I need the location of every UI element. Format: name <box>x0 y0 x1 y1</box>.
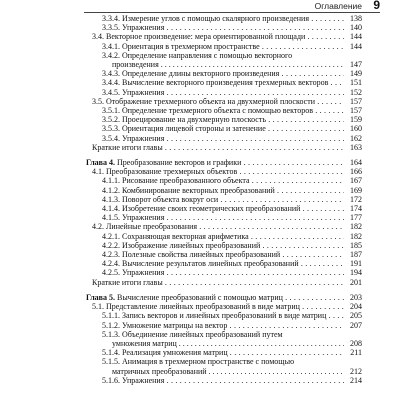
toc-page-number: 204 <box>344 302 362 311</box>
toc-entry-title-text: 3.5.3. Ориентация лицевой стороны и затенение <box>102 124 266 134</box>
toc-entry-title-text: 4.1.5. Упражнения <box>102 213 165 223</box>
toc-entry-title-text: 5.1. Представление линейных преобразований в виде матриц <box>92 302 300 312</box>
toc-page-number: 162 <box>344 134 362 143</box>
toc-entry <box>86 14 362 23</box>
toc-entry-title <box>102 259 348 268</box>
toc-entry-title-continuation: матричных преобразований . . . <box>102 367 348 376</box>
toc-entry <box>86 348 362 358</box>
toc-entry-title <box>102 88 348 97</box>
toc-entry <box>86 320 362 330</box>
toc-entry-title-line: 5.1.3. Объединение линейных преобразований путем <box>102 329 283 339</box>
toc-page-number: 177 <box>344 213 362 222</box>
toc-entry <box>86 292 362 302</box>
toc-page-number: 201 <box>344 278 362 287</box>
toc-entry-title <box>92 278 348 287</box>
toc-entry-title <box>102 204 348 213</box>
toc-entry-title <box>102 23 348 32</box>
toc-entry <box>86 78 362 88</box>
toc-page-number: 140 <box>344 23 362 32</box>
toc-page-number: 205 <box>344 311 362 320</box>
table-of-contents <box>86 14 362 385</box>
toc-entry <box>86 69 362 79</box>
toc-entry <box>86 23 362 33</box>
toc-entry-title <box>102 330 348 348</box>
toc-entry-title-text: 3.5.2. Проецирование на двухмерную плоскость <box>102 115 266 125</box>
toc-page-number: 166 <box>344 167 362 176</box>
toc-page-number: 159 <box>344 115 362 124</box>
toc-page-number: 182 <box>344 232 362 241</box>
toc-entry-title-text: 4.2.2. Изображение линейных преобразований <box>102 240 261 250</box>
toc-entry <box>86 302 362 312</box>
toc-page-number: 191 <box>344 259 362 268</box>
toc-entry-title-continuation: произведения . . . <box>102 60 348 69</box>
toc-entry-title-text: Краткие итоги главы <box>92 142 163 152</box>
toc-entry-title-text: 3.3.4. Измерение углов с помощью скалярного произведения <box>102 14 310 23</box>
toc-entry-title <box>102 321 348 330</box>
toc-entry-title-text: Преобразование векторов и графики <box>115 158 242 168</box>
toc-entry <box>86 268 362 278</box>
toc-entry-title <box>92 97 348 106</box>
toc-entry <box>86 213 362 223</box>
toc-entry-title-text: 4.2. Линейные преобразования <box>92 222 198 232</box>
toc-entry <box>86 124 362 134</box>
toc-entry-title <box>92 167 348 176</box>
toc-entry-title <box>102 348 348 357</box>
toc-entry-title <box>92 302 348 311</box>
toc-entry <box>86 185 362 195</box>
toc-entry-title-text: 3.4.5. Упражнения <box>102 87 165 97</box>
toc-entry <box>86 231 362 241</box>
toc-page-number: 203 <box>344 293 362 302</box>
toc-entry-title <box>102 232 348 241</box>
toc-page-number: 160 <box>344 124 362 133</box>
toc-page-number: 194 <box>344 268 362 277</box>
toc-entry-title-text: 3.5.1. Определение трехмерного объекта с помощью векторов <box>102 106 314 116</box>
toc-entry-title-text: 3.4.1. Ориентация в трехмерном пространстве <box>102 41 260 51</box>
header-page-number: 9 <box>373 0 380 12</box>
toc-entry-title <box>86 158 348 167</box>
toc-entry-title-line: 5.1.5. Анимация в трехмерном пространстве с помощью <box>102 357 295 367</box>
toc-entry-title <box>102 268 348 277</box>
toc-entry <box>86 142 362 152</box>
toc-entry-title <box>102 134 348 143</box>
toc-entry-title <box>102 186 348 195</box>
toc-entry-title-text: 5.1.6. Упражнения <box>102 375 165 385</box>
toc-entry-title <box>102 176 348 185</box>
toc-page-number: 149 <box>344 69 362 78</box>
page-header <box>0 0 420 14</box>
toc-entry-title <box>102 357 348 375</box>
toc-page-number: 163 <box>344 143 362 152</box>
toc-entry-title-text: 3.4.3. Определение длины векторного произведения <box>102 69 280 79</box>
toc-entry-title <box>102 51 348 69</box>
toc-page-number: 152 <box>344 88 362 97</box>
toc-entry-title <box>102 213 348 222</box>
toc-entry-title <box>102 14 348 23</box>
toc-page-number: 157 <box>344 106 362 115</box>
toc-page-number: 212 <box>344 367 362 376</box>
toc-page-number: 172 <box>344 195 362 204</box>
toc-entry <box>86 167 362 177</box>
header-rule <box>84 12 380 13</box>
toc-page-number: 147 <box>344 60 362 69</box>
toc-entry-title-text: 4.1.4. Изобретение своих геометрических преобразований <box>102 204 301 214</box>
toc-page-number: 182 <box>344 222 362 231</box>
toc-entry <box>86 106 362 116</box>
toc-entry-title-text: 4.2.5. Упражнения <box>102 268 165 278</box>
toc-entry-title-text: 3.5. Отображение трехмерного объекта на двухмерной плоскости <box>92 96 315 106</box>
toc-entry <box>86 250 362 260</box>
toc-entry-title <box>86 293 348 302</box>
toc-page-number: 138 <box>344 14 362 23</box>
toc-entry <box>86 96 362 106</box>
toc-entry-title <box>102 311 348 320</box>
toc-page-number: 207 <box>344 321 362 330</box>
toc-entry-title <box>102 42 348 51</box>
toc-entry <box>86 158 362 168</box>
toc-entry <box>86 41 362 51</box>
toc-entry <box>86 240 362 250</box>
toc-entry-title-continuation: умножения матриц . . . <box>102 339 348 348</box>
toc-entry-title <box>102 376 348 385</box>
toc-page-number: 151 <box>344 78 362 87</box>
toc-entry-title-text: Краткие итоги главы <box>92 277 163 287</box>
toc-entry-title-text: 3.3.5. Упражнения <box>102 23 165 33</box>
toc-entry <box>86 87 362 97</box>
toc-entry <box>86 259 362 269</box>
toc-page-number: 187 <box>344 250 362 259</box>
toc-page-number: 185 <box>344 241 362 250</box>
toc-entry-title <box>102 69 348 78</box>
toc-entry-title-text: 4.2.1. Сохраняющая векторная арифметика <box>102 231 249 241</box>
toc-entry-title-text: 3.4. Векторное произведение: мера ориентированной площади <box>92 32 306 42</box>
chapter-label: Глава 4. <box>86 158 115 168</box>
toc-entry-title-text: 4.2.4. Вычисление результатов линейных преобразований <box>102 259 299 269</box>
toc-entry <box>86 204 362 214</box>
toc-page-number: 167 <box>344 176 362 185</box>
toc-entry <box>86 194 362 204</box>
toc-entry-title <box>102 195 348 204</box>
toc-entry-title <box>102 78 348 87</box>
toc-page-number: 157 <box>344 97 362 106</box>
toc-entry-title-text: 3.5.4. Упражнения <box>102 133 165 143</box>
toc-page-number: 174 <box>344 204 362 213</box>
toc-entry-title-line: 3.4.2. Определение направления с помощью векторного <box>102 50 293 60</box>
toc-entry-title <box>102 241 348 250</box>
toc-entry <box>86 222 362 232</box>
chapter-label: Глава 5. <box>86 292 115 302</box>
toc-page-number: 214 <box>344 376 362 385</box>
toc-entry <box>86 311 362 321</box>
toc-entry-title-text: 5.1.1. Запись векторов и линейных преобразований в виде матриц <box>102 311 327 321</box>
toc-entry-title-text: 3.4.4. Вычисление векторного произведения трехмерных векторов <box>102 78 329 88</box>
toc-entry <box>86 176 362 186</box>
toc-entry <box>86 133 362 143</box>
toc-entry-title-text: 4.1. Преобразование трехмерных объектов <box>92 167 238 177</box>
toc-entry-title-text: 4.1.1. Рисование преобразованного объекта <box>102 176 250 186</box>
toc-entry-title-text: 5.1.4. Реализация умножения матриц <box>102 348 228 358</box>
toc-entry-title <box>92 32 348 41</box>
toc-entry <box>86 375 362 385</box>
toc-entry-title <box>102 115 348 124</box>
toc-page-number: 208 <box>344 339 362 348</box>
toc-entry <box>86 329 362 348</box>
toc-entry-title <box>92 143 348 152</box>
toc-page-number: 164 <box>344 158 362 167</box>
toc-entry <box>86 357 362 376</box>
toc-page-number: 144 <box>344 32 362 41</box>
toc-entry-title <box>102 250 348 259</box>
toc-entry-title <box>92 222 348 231</box>
toc-entry-title-text: 4.1.3. Поворот объекта вокруг оси <box>102 194 219 204</box>
toc-entry-title <box>102 106 348 115</box>
toc-entry-title-text: 5.1.2. Умножение матрицы на вектор <box>102 320 228 330</box>
toc-entry-title-text: Вычисление преобразований с помощью матриц <box>115 292 283 302</box>
toc-page-number: 144 <box>344 42 362 51</box>
toc-page-number: 211 <box>344 348 362 357</box>
toc-page-number: 169 <box>344 186 362 195</box>
toc-entry <box>86 115 362 125</box>
toc-entry-title-text: 4.2.3. Полезные свойства линейных преобразований <box>102 250 281 260</box>
header-title: Оглавление <box>314 1 362 11</box>
toc-entry <box>86 277 362 287</box>
toc-entry-title <box>102 124 348 133</box>
toc-entry-title-text: 4.1.2. Комбинирование векторных преобразований <box>102 185 275 195</box>
toc-entry <box>86 32 362 42</box>
toc-entry <box>86 50 362 70</box>
